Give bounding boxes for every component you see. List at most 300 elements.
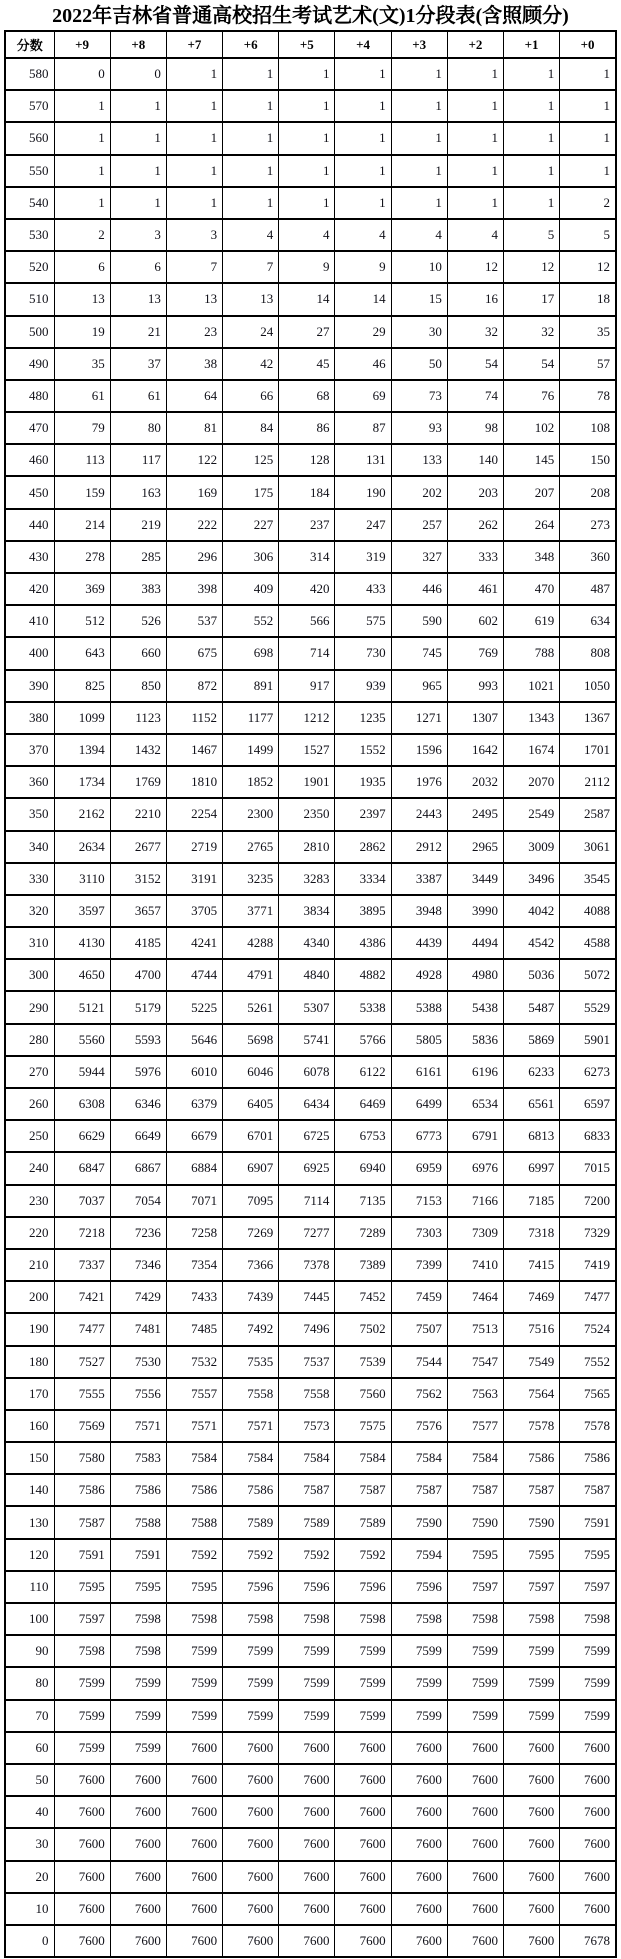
bonus-header-plus3: +3 xyxy=(391,31,447,58)
count-cell: 1 xyxy=(223,90,279,122)
count-cell: 1701 xyxy=(560,734,616,766)
count-cell: 13 xyxy=(223,283,279,315)
table-row xyxy=(5,444,616,476)
count-cell: 369 xyxy=(54,573,110,605)
count-cell: 5225 xyxy=(166,991,222,1023)
count-cell: 4042 xyxy=(504,895,560,927)
count-cell: 7185 xyxy=(504,1185,560,1217)
count-cell: 3449 xyxy=(447,863,503,895)
count-cell: 7015 xyxy=(560,1152,616,1184)
count-cell: 219 xyxy=(110,509,166,541)
table-row xyxy=(5,670,616,702)
count-cell: 42 xyxy=(223,348,279,380)
count-cell: 7469 xyxy=(504,1281,560,1313)
count-cell: 46 xyxy=(335,348,391,380)
count-cell: 7573 xyxy=(279,1410,335,1442)
count-cell: 7600 xyxy=(110,1893,166,1925)
count-cell: 7595 xyxy=(166,1571,222,1603)
table-row xyxy=(5,1410,616,1442)
count-cell: 939 xyxy=(335,670,391,702)
table-row xyxy=(5,1796,616,1828)
count-cell: 7598 xyxy=(279,1603,335,1635)
count-cell: 61 xyxy=(54,380,110,412)
count-cell: 4588 xyxy=(560,927,616,959)
table-row xyxy=(5,573,616,605)
score-cell: 390 xyxy=(5,670,54,702)
count-cell: 190 xyxy=(335,476,391,508)
count-cell: 7600 xyxy=(223,1732,279,1764)
count-cell: 7599 xyxy=(279,1700,335,1732)
count-cell: 7419 xyxy=(560,1249,616,1281)
count-cell: 7600 xyxy=(504,1764,560,1796)
table-row xyxy=(5,1700,616,1732)
count-cell: 660 xyxy=(110,637,166,669)
table-row xyxy=(5,155,616,187)
score-cell: 520 xyxy=(5,251,54,283)
count-cell: 7464 xyxy=(447,1281,503,1313)
count-cell: 7600 xyxy=(560,1893,616,1925)
count-cell: 6561 xyxy=(504,1088,560,1120)
count-cell: 7481 xyxy=(110,1313,166,1345)
count-cell: 6959 xyxy=(391,1152,447,1184)
count-cell: 3334 xyxy=(335,863,391,895)
count-cell: 7530 xyxy=(110,1346,166,1378)
count-cell: 202 xyxy=(391,476,447,508)
count-cell: 7600 xyxy=(391,1925,447,1957)
count-cell: 175 xyxy=(223,476,279,508)
count-cell: 4439 xyxy=(391,927,447,959)
count-cell: 3657 xyxy=(110,895,166,927)
count-cell: 7600 xyxy=(335,1861,391,1893)
table-header xyxy=(5,31,616,58)
count-cell: 76 xyxy=(504,380,560,412)
count-cell: 619 xyxy=(504,605,560,637)
count-cell: 7587 xyxy=(391,1474,447,1506)
count-cell: 730 xyxy=(335,637,391,669)
count-cell: 69 xyxy=(335,380,391,412)
score-cell: 470 xyxy=(5,412,54,444)
count-cell: 1 xyxy=(447,90,503,122)
bonus-header-plus6: +6 xyxy=(223,31,279,58)
count-cell: 2634 xyxy=(54,831,110,863)
count-cell: 7600 xyxy=(279,1764,335,1796)
count-cell: 7589 xyxy=(279,1506,335,1538)
score-cell: 210 xyxy=(5,1249,54,1281)
score-distribution-table xyxy=(4,30,617,1958)
count-cell: 409 xyxy=(223,573,279,605)
count-cell: 13 xyxy=(166,283,222,315)
score-cell: 110 xyxy=(5,1571,54,1603)
count-cell: 1 xyxy=(166,58,222,90)
table-row xyxy=(5,831,616,863)
count-cell: 7600 xyxy=(560,1732,616,1764)
count-cell: 6379 xyxy=(166,1088,222,1120)
count-cell: 7599 xyxy=(223,1635,279,1667)
count-cell: 4 xyxy=(223,219,279,251)
score-cell: 160 xyxy=(5,1410,54,1442)
count-cell: 7600 xyxy=(54,1925,110,1957)
table-row xyxy=(5,1635,616,1667)
count-cell: 7600 xyxy=(447,1796,503,1828)
count-cell: 6346 xyxy=(110,1088,166,1120)
bonus-header-plus8: +8 xyxy=(110,31,166,58)
count-cell: 98 xyxy=(447,412,503,444)
table-row xyxy=(5,1313,616,1345)
count-cell: 4088 xyxy=(560,895,616,927)
count-cell: 108 xyxy=(560,412,616,444)
count-cell: 7600 xyxy=(391,1732,447,1764)
count-cell: 86 xyxy=(279,412,335,444)
count-cell: 5805 xyxy=(391,1024,447,1056)
table-row xyxy=(5,1506,616,1538)
count-cell: 7600 xyxy=(335,1925,391,1957)
count-cell: 113 xyxy=(54,444,110,476)
count-cell: 4542 xyxy=(504,927,560,959)
count-cell: 6833 xyxy=(560,1120,616,1152)
count-cell: 5560 xyxy=(54,1024,110,1056)
count-cell: 7597 xyxy=(54,1603,110,1635)
count-cell: 512 xyxy=(54,605,110,637)
count-cell: 698 xyxy=(223,637,279,669)
count-cell: 4241 xyxy=(166,927,222,959)
count-cell: 1021 xyxy=(504,670,560,702)
count-cell: 30 xyxy=(391,316,447,348)
count-cell: 84 xyxy=(223,412,279,444)
table-row xyxy=(5,637,616,669)
count-cell: 5 xyxy=(504,219,560,251)
count-cell: 7600 xyxy=(504,1861,560,1893)
count-cell: 6499 xyxy=(391,1088,447,1120)
count-cell: 6161 xyxy=(391,1056,447,1088)
count-cell: 398 xyxy=(166,573,222,605)
count-cell: 7600 xyxy=(279,1732,335,1764)
count-cell: 7218 xyxy=(54,1217,110,1249)
count-cell: 7502 xyxy=(335,1313,391,1345)
table-row xyxy=(5,251,616,283)
count-cell: 4700 xyxy=(110,959,166,991)
count-cell: 552 xyxy=(223,605,279,637)
count-cell: 7599 xyxy=(504,1667,560,1699)
table-row xyxy=(5,1571,616,1603)
count-cell: 1 xyxy=(279,187,335,219)
count-cell: 7592 xyxy=(166,1539,222,1571)
count-cell: 6434 xyxy=(279,1088,335,1120)
count-cell: 7135 xyxy=(335,1185,391,1217)
count-cell: 1 xyxy=(560,58,616,90)
count-cell: 7153 xyxy=(391,1185,447,1217)
count-cell: 714 xyxy=(279,637,335,669)
count-cell: 1467 xyxy=(166,734,222,766)
count-cell: 808 xyxy=(560,637,616,669)
count-cell: 7600 xyxy=(279,1861,335,1893)
count-cell: 1 xyxy=(223,155,279,187)
score-cell: 370 xyxy=(5,734,54,766)
count-cell: 1 xyxy=(391,187,447,219)
count-cell: 575 xyxy=(335,605,391,637)
count-cell: 4340 xyxy=(279,927,335,959)
score-cell: 530 xyxy=(5,219,54,251)
count-cell: 7599 xyxy=(166,1667,222,1699)
count-cell: 7600 xyxy=(560,1796,616,1828)
count-cell: 1 xyxy=(391,58,447,90)
count-cell: 1 xyxy=(447,58,503,90)
count-cell: 7600 xyxy=(504,1893,560,1925)
count-cell: 7600 xyxy=(54,1828,110,1860)
count-cell: 7599 xyxy=(110,1667,166,1699)
count-cell: 7513 xyxy=(447,1313,503,1345)
count-cell: 7318 xyxy=(504,1217,560,1249)
score-cell: 430 xyxy=(5,541,54,573)
count-cell: 5869 xyxy=(504,1024,560,1056)
count-cell: 7600 xyxy=(279,1796,335,1828)
count-cell: 7071 xyxy=(166,1185,222,1217)
count-cell: 2549 xyxy=(504,798,560,830)
count-cell: 7600 xyxy=(166,1925,222,1957)
count-cell: 7557 xyxy=(166,1378,222,1410)
count-cell: 7309 xyxy=(447,1217,503,1249)
count-cell: 7599 xyxy=(223,1667,279,1699)
count-cell: 17 xyxy=(504,283,560,315)
count-cell: 7590 xyxy=(504,1506,560,1538)
count-cell: 7678 xyxy=(560,1925,616,1957)
count-cell: 7598 xyxy=(110,1635,166,1667)
count-cell: 32 xyxy=(504,316,560,348)
count-cell: 7600 xyxy=(110,1764,166,1796)
table-row xyxy=(5,1667,616,1699)
count-cell: 13 xyxy=(110,283,166,315)
count-cell: 6997 xyxy=(504,1152,560,1184)
count-cell: 19 xyxy=(54,316,110,348)
count-cell: 7599 xyxy=(54,1732,110,1764)
score-cell: 80 xyxy=(5,1667,54,1699)
count-cell: 7571 xyxy=(110,1410,166,1442)
score-cell: 380 xyxy=(5,702,54,734)
count-cell: 3895 xyxy=(335,895,391,927)
count-cell: 9 xyxy=(279,251,335,283)
count-cell: 93 xyxy=(391,412,447,444)
count-cell: 1 xyxy=(54,122,110,154)
score-cell: 60 xyxy=(5,1732,54,1764)
count-cell: 7592 xyxy=(279,1539,335,1571)
count-cell: 7555 xyxy=(54,1378,110,1410)
count-cell: 7600 xyxy=(560,1828,616,1860)
page-title: 2022年吉林省普通高校招生考试艺术(文)1分段表(含照顾分) xyxy=(52,5,569,27)
score-cell: 270 xyxy=(5,1056,54,1088)
table-row xyxy=(5,734,616,766)
count-cell: 1 xyxy=(447,155,503,187)
table-row xyxy=(5,959,616,991)
count-cell: 7452 xyxy=(335,1281,391,1313)
count-cell: 7558 xyxy=(223,1378,279,1410)
count-cell: 7584 xyxy=(391,1442,447,1474)
score-cell: 400 xyxy=(5,637,54,669)
count-cell: 7563 xyxy=(447,1378,503,1410)
score-cell: 540 xyxy=(5,187,54,219)
count-cell: 2254 xyxy=(166,798,222,830)
count-cell: 5072 xyxy=(560,959,616,991)
score-cell: 410 xyxy=(5,605,54,637)
count-cell: 16 xyxy=(447,283,503,315)
count-cell: 306 xyxy=(223,541,279,573)
bonus-header-plus2: +2 xyxy=(447,31,503,58)
count-cell: 1 xyxy=(279,155,335,187)
bonus-header-plus0: +0 xyxy=(560,31,616,58)
count-cell: 5487 xyxy=(504,991,560,1023)
count-cell: 7600 xyxy=(391,1828,447,1860)
count-cell: 7599 xyxy=(166,1700,222,1732)
count-cell: 7598 xyxy=(54,1635,110,1667)
count-cell: 420 xyxy=(279,573,335,605)
count-cell: 125 xyxy=(223,444,279,476)
count-cell: 7599 xyxy=(391,1667,447,1699)
count-cell: 1 xyxy=(110,155,166,187)
score-cell: 420 xyxy=(5,573,54,605)
count-cell: 1152 xyxy=(166,702,222,734)
count-cell: 1271 xyxy=(391,702,447,734)
score-cell: 120 xyxy=(5,1539,54,1571)
count-cell: 117 xyxy=(110,444,166,476)
count-cell: 6046 xyxy=(223,1056,279,1088)
count-cell: 7599 xyxy=(223,1700,279,1732)
count-cell: 7600 xyxy=(110,1796,166,1828)
count-cell: 87 xyxy=(335,412,391,444)
count-cell: 7584 xyxy=(335,1442,391,1474)
count-cell: 6405 xyxy=(223,1088,279,1120)
score-cell: 490 xyxy=(5,348,54,380)
count-cell: 6 xyxy=(54,251,110,283)
score-cell: 550 xyxy=(5,155,54,187)
count-cell: 5338 xyxy=(335,991,391,1023)
count-cell: 7527 xyxy=(54,1346,110,1378)
bonus-header-plus9: +9 xyxy=(54,31,110,58)
count-cell: 5944 xyxy=(54,1056,110,1088)
count-cell: 7200 xyxy=(560,1185,616,1217)
count-cell: 7595 xyxy=(110,1571,166,1603)
count-cell: 602 xyxy=(447,605,503,637)
count-cell: 7590 xyxy=(447,1506,503,1538)
count-cell: 131 xyxy=(335,444,391,476)
count-cell: 14 xyxy=(335,283,391,315)
count-cell: 7591 xyxy=(110,1539,166,1571)
count-cell: 7560 xyxy=(335,1378,391,1410)
count-cell: 5179 xyxy=(110,991,166,1023)
count-cell: 7524 xyxy=(560,1313,616,1345)
score-cell: 230 xyxy=(5,1185,54,1217)
count-cell: 1596 xyxy=(391,734,447,766)
count-cell: 5438 xyxy=(447,991,503,1023)
count-cell: 7600 xyxy=(447,1925,503,1957)
count-cell: 7571 xyxy=(223,1410,279,1442)
count-cell: 6725 xyxy=(279,1120,335,1152)
count-cell: 0 xyxy=(54,58,110,90)
count-cell: 7535 xyxy=(223,1346,279,1378)
count-cell: 128 xyxy=(279,444,335,476)
count-cell: 278 xyxy=(54,541,110,573)
count-cell: 7556 xyxy=(110,1378,166,1410)
table-row xyxy=(5,316,616,348)
count-cell: 7576 xyxy=(391,1410,447,1442)
count-cell: 1367 xyxy=(560,702,616,734)
count-cell: 7597 xyxy=(447,1571,503,1603)
count-cell: 4791 xyxy=(223,959,279,991)
table-row xyxy=(5,219,616,251)
count-cell: 1 xyxy=(391,122,447,154)
score-cell: 90 xyxy=(5,1635,54,1667)
count-cell: 64 xyxy=(166,380,222,412)
score-cell: 200 xyxy=(5,1281,54,1313)
count-cell: 6884 xyxy=(166,1152,222,1184)
count-cell: 7586 xyxy=(166,1474,222,1506)
count-cell: 54 xyxy=(504,348,560,380)
count-cell: 7389 xyxy=(335,1249,391,1281)
count-cell: 1 xyxy=(110,122,166,154)
count-cell: 1 xyxy=(335,187,391,219)
count-cell: 7597 xyxy=(504,1571,560,1603)
count-cell: 13 xyxy=(54,283,110,315)
count-cell: 7114 xyxy=(279,1185,335,1217)
count-cell: 675 xyxy=(166,637,222,669)
count-cell: 10 xyxy=(391,251,447,283)
count-cell: 7587 xyxy=(279,1474,335,1506)
count-cell: 150 xyxy=(560,444,616,476)
count-cell: 7600 xyxy=(335,1893,391,1925)
count-cell: 7429 xyxy=(110,1281,166,1313)
count-cell: 1 xyxy=(54,155,110,187)
count-cell: 5976 xyxy=(110,1056,166,1088)
count-cell: 6791 xyxy=(447,1120,503,1152)
table-row xyxy=(5,895,616,927)
count-cell: 7580 xyxy=(54,1442,110,1474)
count-cell: 825 xyxy=(54,670,110,702)
count-cell: 7166 xyxy=(447,1185,503,1217)
count-cell: 3545 xyxy=(560,863,616,895)
score-cell: 500 xyxy=(5,316,54,348)
count-cell: 7600 xyxy=(391,1861,447,1893)
count-cell: 7516 xyxy=(504,1313,560,1345)
count-cell: 7599 xyxy=(391,1700,447,1732)
count-cell: 1 xyxy=(54,90,110,122)
count-cell: 7600 xyxy=(54,1861,110,1893)
count-cell: 7599 xyxy=(560,1635,616,1667)
count-cell: 7599 xyxy=(560,1700,616,1732)
count-cell: 1099 xyxy=(54,702,110,734)
score-cell: 510 xyxy=(5,283,54,315)
count-cell: 5036 xyxy=(504,959,560,991)
table-row xyxy=(5,1217,616,1249)
count-cell: 4185 xyxy=(110,927,166,959)
count-cell: 7589 xyxy=(223,1506,279,1538)
score-cell: 40 xyxy=(5,1796,54,1828)
count-cell: 1642 xyxy=(447,734,503,766)
count-cell: 5529 xyxy=(560,991,616,1023)
count-cell: 7562 xyxy=(391,1378,447,1410)
table-row xyxy=(5,1056,616,1088)
count-cell: 1 xyxy=(166,90,222,122)
score-cell: 360 xyxy=(5,766,54,798)
count-cell: 2210 xyxy=(110,798,166,830)
count-cell: 7597 xyxy=(560,1571,616,1603)
count-cell: 7600 xyxy=(504,1828,560,1860)
count-cell: 4 xyxy=(335,219,391,251)
table-row xyxy=(5,476,616,508)
count-cell: 7592 xyxy=(223,1539,279,1571)
count-cell: 2862 xyxy=(335,831,391,863)
count-cell: 6813 xyxy=(504,1120,560,1152)
count-cell: 7054 xyxy=(110,1185,166,1217)
count-cell: 917 xyxy=(279,670,335,702)
table-row xyxy=(5,927,616,959)
bonus-header-plus1: +1 xyxy=(504,31,560,58)
